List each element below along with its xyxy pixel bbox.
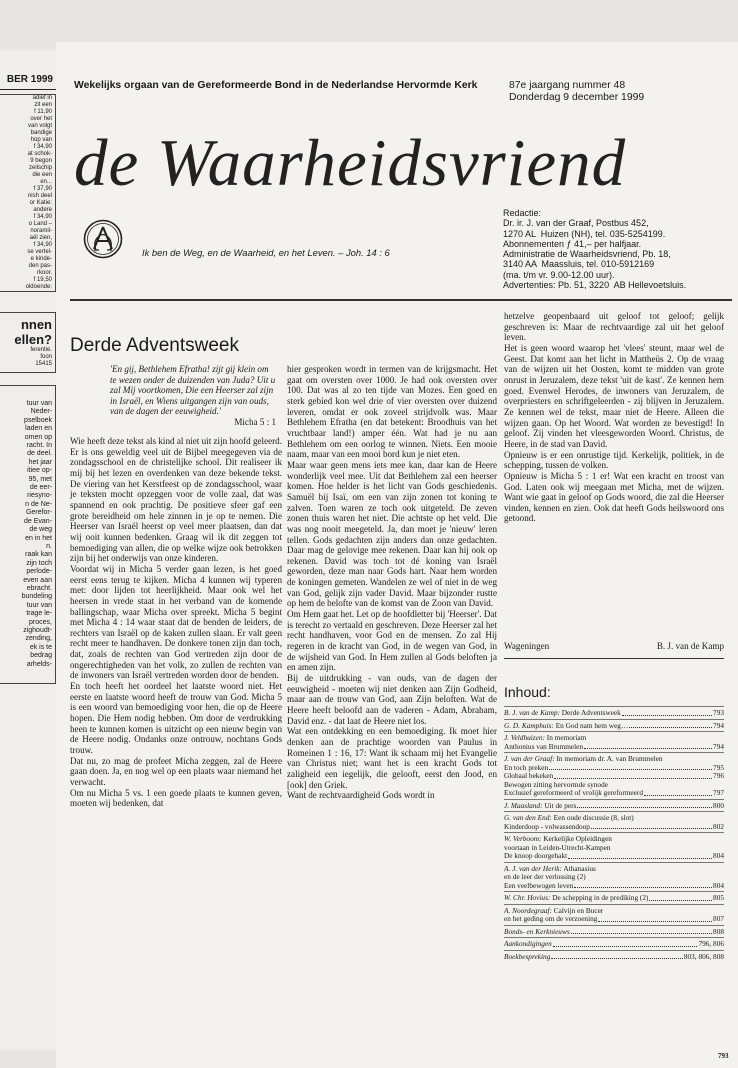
toc-line-text bbox=[504, 781, 608, 790]
article-column-3 bbox=[504, 311, 724, 524]
previous-page-line: 15415 bbox=[35, 361, 52, 367]
toc-line-text bbox=[504, 743, 583, 752]
toc-line bbox=[504, 907, 724, 916]
toc-leader-dots bbox=[571, 928, 712, 935]
previous-page-line: proces, bbox=[29, 618, 52, 626]
article-paragraph: Maar waar geen mens iets mee kan, daar kan de Heere wonderlijk veel mee. Uit dat Bethlehem zal een heerser komen. Hoe helder is het licht van Gods geschiedenis. Samuël bij Isaï, om een van zijn zonen tot koning te zalven. Toen waren ze toch ook uitgeteld. De zeven zonen thuis waren het niet. Die achtste op het veld. Die was nog nooit meegeteld. Ja, dan moet je 'nieuw' leren tellen. Gods gedachten zijn anders dan onze gedachten. Daar mag de gelovige mee rekenen. Daar kan hij ook op rekenen. David was toch tot dé koning van Israël geworden, deze man naar Gods hart. Naar hem worden de koningen gemeten. Wandelen ze wel of niet in de weg van God, gelijk zijn vader David. Maar bijzonder rustte op hem de belofte van de komst van de Zoon van David. bbox=[287, 459, 497, 609]
previous-page-line: het jaar bbox=[28, 458, 52, 466]
toc-title: Een veelbewogen leven bbox=[504, 881, 574, 890]
toc-page-number: 807 bbox=[713, 914, 724, 923]
toc-line-text bbox=[504, 755, 663, 764]
toc-line bbox=[504, 915, 724, 924]
toc-title: Anthonius van Brummelen bbox=[504, 742, 584, 751]
toc-heading: Inhoud: bbox=[504, 684, 551, 700]
toc-line bbox=[504, 772, 724, 781]
toc-author: G. D. Kamphuis: bbox=[504, 721, 554, 730]
toc-line bbox=[504, 755, 724, 764]
previous-page-advert-text bbox=[0, 385, 56, 684]
toc-line bbox=[504, 953, 724, 962]
toc-page-number: 796 bbox=[713, 771, 724, 780]
toc-author: W. Chr. Hovius: bbox=[504, 894, 551, 902]
toc-leader-dots bbox=[549, 764, 712, 771]
previous-page-line: laden en bbox=[25, 425, 52, 433]
article-paragraph: Bij de uitdrukking - van ouds, van de dagen der eeuwigheid - moeten wij niet denken aan Zijn Godheid, maar aan de trouw van God, aan Zijn beloften. Wat de Heere heeft beloofd aan de vaderen - Adam, Abraham, David enz. - dat laat de Heere niet los. bbox=[287, 673, 497, 726]
article-paragraph: Opnieuw is Micha 5 : 1 er! Wat een kracht en troost van God. Laten ook wij meegaan met Micha, met de wijzen. Want wie gaat in geloof op Gods woord, die zal die Heerser vinden, kennen en zien. Ook dat heeft Gods heilswoord ons getoond. bbox=[504, 470, 724, 524]
previous-page-line: omen op bbox=[24, 433, 52, 441]
toc-line bbox=[504, 873, 724, 882]
previous-page-line: trage le- bbox=[26, 610, 52, 618]
toc-entry bbox=[504, 832, 724, 862]
previous-page-line: rkoor. bbox=[36, 270, 52, 276]
previous-page-line: at schok- bbox=[27, 151, 52, 157]
toc-title: Bonds- en Kerknieuws bbox=[504, 927, 570, 936]
toc-line-text bbox=[504, 852, 567, 861]
newspaper-page bbox=[56, 42, 738, 1068]
toc-page-number: 795 bbox=[713, 762, 724, 772]
toc-line bbox=[504, 835, 724, 844]
toc-leader-dots bbox=[622, 709, 712, 716]
previous-page-line: aël zien, bbox=[29, 235, 52, 241]
previous-page-line: o Land – bbox=[28, 221, 52, 227]
previous-page-line: zeilschip bbox=[28, 165, 52, 171]
toc-line bbox=[504, 743, 724, 752]
previous-page-line: racht. In bbox=[26, 442, 52, 450]
previous-page-line: n de Ne- bbox=[25, 500, 52, 508]
toc-line bbox=[504, 764, 724, 773]
previous-page-line: bandige bbox=[30, 130, 52, 136]
previous-page-line: de weg bbox=[29, 526, 52, 534]
previous-page-line: oldoende: bbox=[25, 284, 52, 290]
toc-title: Calvijn en Bucer bbox=[553, 906, 604, 915]
previous-page-line: zending, bbox=[25, 635, 52, 643]
toc-entry bbox=[504, 706, 724, 719]
toc-title: En toch preken bbox=[504, 763, 549, 772]
toc-line-text bbox=[504, 734, 586, 743]
toc-leader-dots bbox=[568, 852, 712, 859]
toc-line-text bbox=[504, 907, 603, 916]
toc-entry bbox=[504, 950, 724, 963]
toc-title: voortaan in Leiden-Utrecht-Kampen bbox=[504, 843, 611, 852]
article-paragraph: Om nu Micha 5 vs. 1 een goede plaats te kunnen geven, moeten wij bedenken, dat bbox=[70, 787, 282, 809]
previous-page-line: de deel. bbox=[27, 450, 52, 458]
toc-leader-dots bbox=[598, 915, 712, 922]
toc-title: Een oude discussie (8, slot) bbox=[553, 814, 634, 822]
page-number: 793 bbox=[718, 1052, 729, 1060]
toc-author: G. van den End: bbox=[504, 814, 552, 822]
toc-line-text bbox=[504, 882, 573, 891]
previous-page-line: n. bbox=[46, 542, 52, 550]
toc-page-number: 793 bbox=[713, 708, 724, 717]
toc-title: Bewogen zitting hervormde synode bbox=[504, 780, 608, 789]
toc-page-number: 808 bbox=[713, 926, 724, 936]
toc-leader-dots bbox=[649, 894, 712, 901]
toc-entry bbox=[504, 862, 724, 892]
masthead-issue bbox=[509, 80, 644, 104]
toc-author: J. Maasland: bbox=[504, 801, 543, 810]
previous-page-line: riesyno- bbox=[27, 492, 52, 500]
toc-leader-dots bbox=[584, 743, 712, 750]
previous-page-line: zijn toch bbox=[26, 559, 52, 567]
toc-leader-dots bbox=[629, 722, 712, 729]
article-column-2 bbox=[287, 364, 497, 801]
toc-line bbox=[504, 709, 724, 718]
toc-author: B. J. van de Kamp: bbox=[504, 709, 560, 717]
previous-page-line: ebracht. bbox=[26, 584, 52, 592]
toc-line bbox=[504, 722, 724, 731]
article-quote bbox=[110, 364, 276, 428]
toc-line bbox=[504, 865, 724, 874]
previous-page-line: de eer- bbox=[29, 484, 52, 492]
toc-title: In memoriam bbox=[546, 734, 587, 742]
previous-page-line: de Evan- bbox=[23, 517, 52, 525]
previous-page-line: en in het bbox=[25, 534, 52, 542]
previous-page-line: or Katie: bbox=[29, 200, 52, 206]
toc-author: J. van der Graaf: bbox=[504, 755, 555, 763]
previous-page-line: over het bbox=[30, 116, 52, 122]
article-paragraph: Wie heeft deze tekst als kind al niet uit zijn hoofd geleerd. Er is ons geweldig veel uit de Bijbel meegegeven via de zondagsschool en de christelijke school. Dit realiseer ik mij bij het lezen en overdenken van deze bekende tekst. De viering van het Kerstfeest op de zondagsschool, waar je teksten mocht opzeggen voor de volle zaal, dat was spannend en ook prachtig. De positieve sfeer gaf een grote bereidheid om hele zinnen in je op te nemen. Die Heerser van Israël heerst op veel meer plaatsen, dan dat wij ooit kunnen bedenken. Graag wil ik dit zeggen tot bemoediging van allen, die op welke wijze ook betrokken zijn bij het onderwijs van onze kinderen. bbox=[70, 436, 282, 564]
previous-page-line: raak kan bbox=[25, 551, 52, 559]
previous-page-advert-box bbox=[0, 312, 56, 373]
toc-line-text bbox=[504, 928, 570, 937]
toc-line-text bbox=[504, 802, 576, 811]
previous-page-line: ek is te bbox=[29, 643, 52, 651]
toc-title: In memoriam dr. A. van Brummelen bbox=[556, 755, 663, 763]
toc-leader-dots bbox=[574, 882, 712, 889]
toc-leader-dots bbox=[551, 953, 683, 960]
toc-line-text bbox=[504, 722, 628, 731]
masthead-subtitle: Wekelijks orgaan van de Gereformeerde Bond in de Nederlandse Hervormde Kerk bbox=[74, 80, 478, 91]
toc-author: A. Noordegraaf: bbox=[504, 906, 552, 915]
toc-entry bbox=[504, 937, 724, 950]
previous-page-line: e kinde- bbox=[30, 256, 52, 262]
article-paragraph: Het is geen woord waarop het 'vlees' steunt, maar wel de Geest. Dat komt aan het licht in Mattheüs 2. Op de vraag van de wijzen uit het Oosten, komt te midden van grote onrust in Jeruzalem, deze tekst 'uit de kast'. Ze kennen hem goed. Evenwel Herodes, de inwoners van Jeruzalem, de overpriesters en schriftgeleerden - zij blijven in Jeruzalem. Ze kennen wel de tekst, maar niet de Heere. Alleen die wijzen gaan. Op het Woord. Wat worden ze bevestigd! In geloof. Zij vinden het vleesgeworden Woord. Christus, de Heere, in de stad van David. bbox=[504, 342, 724, 449]
advert-heading-2: ellen? bbox=[14, 332, 52, 347]
toc-line-text bbox=[504, 940, 552, 949]
toc-title: Boekbespreking bbox=[504, 952, 551, 961]
previous-page-line: f 37,90 bbox=[33, 186, 52, 192]
previous-page-header: BER 1999 bbox=[6, 74, 53, 85]
toc-line bbox=[504, 940, 724, 949]
toc-title: Globaal bekeken bbox=[504, 772, 554, 780]
previous-page-line: nish deel bbox=[27, 193, 52, 199]
previous-page-line: Neder- bbox=[30, 408, 52, 416]
toc-title: en de leer der verlossing (2) bbox=[504, 873, 586, 881]
toc-page-number: 804 bbox=[713, 880, 724, 890]
previous-page-book-list bbox=[0, 94, 56, 292]
previous-page-line: foon bbox=[40, 354, 52, 360]
toc-line bbox=[504, 823, 724, 832]
quote-text: 'En gij, Bethlehem Efratha! zijt gij klein om te wezen onder de duizenden van Juda? Uit u zal Mij voortkomen, Die een Heerser zal zijn in Israël, en Wiens uitgangen zijn van ouds, van de dagen der eeuwigheid.' bbox=[110, 364, 276, 417]
toc-entry bbox=[504, 799, 724, 812]
toc-title: Athanasius bbox=[563, 864, 596, 873]
toc-page-number: 803, 806, 808 bbox=[683, 951, 724, 961]
previous-page-line: pselboek bbox=[23, 416, 52, 424]
toc-title: De knoop doorgehakt bbox=[504, 852, 568, 860]
toc-line-text bbox=[504, 814, 634, 823]
article-author: B. J. van de Kamp bbox=[656, 641, 724, 651]
divider bbox=[0, 89, 56, 90]
previous-page-line: perlode- bbox=[26, 568, 52, 576]
alpha-omega-logo-icon bbox=[83, 219, 123, 259]
toc-entry bbox=[504, 752, 724, 799]
toc-line-text bbox=[504, 915, 597, 924]
toc-title: Exclusief gereformeerd of vrolijk gereformeerd bbox=[504, 789, 643, 797]
previous-page-strip bbox=[0, 50, 57, 1050]
article-paragraph: Voordat wij in Micha 5 verder gaan lezen, is het goed eerst eens terug te kijken. Micha 4 kunnen wij typeren met: door lijden tot heerlijkheid. Maar ook wel het heersen in vrede staat in het verband van de komende ballingschap, waar Micha over spreekt. Micha 5 begint met Micha 4 : 14 waar staat dat de benden de leiders, de rechters van Israël op de kaken zullen slaan. Er valt geen recht meer te handhaven. De donkere tonen zijn dan toch, dat, zoals de rechten van God vertreden zijn door de ongerechtigheden van het volk, zo zullen de rechten van de inwoners van Israël vertreden worden door de benden. bbox=[70, 563, 282, 681]
toc-leader-dots bbox=[591, 823, 712, 830]
article-signature bbox=[504, 641, 724, 651]
previous-page-line: noramil- bbox=[30, 228, 52, 234]
toc-author: A. J. van der Herik: bbox=[504, 864, 562, 873]
article-paragraph: hetzelve geopenbaard uit geloof tot geloof; gelijk geschreven is: Maar de rechtvaardige zal uit het geloof leven. bbox=[504, 311, 724, 343]
toc-line bbox=[504, 734, 724, 743]
toc-entry bbox=[504, 719, 724, 732]
toc-line-text bbox=[504, 844, 611, 853]
toc-title: Kerkelijke Opleidingen bbox=[543, 835, 612, 843]
toc-title: en het geding om de verzoening bbox=[504, 915, 598, 923]
toc-page-number: 800 bbox=[713, 800, 724, 810]
masthead-rule bbox=[70, 299, 732, 301]
toc-page-number: 804 bbox=[713, 851, 724, 860]
masthead-date: Donderdag 9 december 1999 bbox=[509, 92, 645, 103]
previous-page-line: adief in bbox=[32, 95, 52, 101]
previous-page-line: en... bbox=[40, 179, 52, 185]
toc-line-text bbox=[504, 835, 612, 844]
previous-page-line: 9 begon bbox=[30, 158, 52, 164]
previous-page-line: bundeling bbox=[21, 593, 52, 601]
previous-page-line: f 34,90 bbox=[33, 144, 52, 150]
divider bbox=[504, 658, 724, 659]
previous-page-line: Gerefor- bbox=[25, 509, 52, 517]
toc-entry bbox=[504, 925, 724, 938]
toc-title: En God nam hem weg… bbox=[555, 721, 629, 730]
toc-entry bbox=[504, 811, 724, 832]
toc-author: J. Veldhuizen: bbox=[504, 734, 545, 742]
previous-page-line: se vertel- bbox=[27, 249, 52, 255]
toc-line bbox=[504, 789, 724, 798]
article-paragraph: Opnieuw is er een onrustige tijd. Kerkelijk, politiek, in de schepping, tussen de volken. bbox=[504, 449, 724, 471]
toc-page-number: 794 bbox=[713, 720, 724, 730]
toc-page-number: 796, 806 bbox=[698, 939, 724, 948]
toc-line bbox=[504, 852, 724, 861]
previous-page-line: 95, met bbox=[28, 475, 52, 483]
masthead-motto: Ik ben de Weg, en de Waarheid, en het Leven. – Joh. 14 : 6 bbox=[142, 247, 390, 258]
previous-page-line: andere bbox=[33, 207, 52, 213]
article-place: Wageningen bbox=[504, 641, 550, 651]
article-heading: Derde Adventsweek bbox=[70, 335, 239, 356]
article-paragraph: Wat een ontdekking en een bemoediging. Ik moet hier denken aan de prachtige woorden van Paulus in Romeinen 1 : 16, 17: Want ik schaam mij het Evangelie van Christus niet; want het is een kracht Gods tot zaligheid een iegelijk, die gelooft, eerst den Jood, en [ook] den Griek. bbox=[287, 726, 497, 790]
previous-page-line: tuur van bbox=[26, 400, 52, 407]
toc-page-number: 802 bbox=[713, 821, 724, 831]
advert-heading-1: nnen bbox=[20, 317, 52, 332]
toc-leader-dots bbox=[553, 940, 698, 947]
toc-page-number: 797 bbox=[713, 788, 724, 797]
toc-line bbox=[504, 802, 724, 811]
toc-line-text bbox=[504, 772, 553, 781]
quote-reference: Micha 5 : 1 bbox=[234, 416, 276, 427]
previous-page-line: f 34,90 bbox=[33, 242, 52, 248]
toc-author: W. Verboom: bbox=[504, 835, 542, 843]
article-column-1 bbox=[70, 436, 282, 809]
toc-title: Aankondigingen bbox=[504, 940, 552, 948]
toc-title: Derde Adventsweek bbox=[561, 709, 621, 717]
previous-page-line: itiee op- bbox=[27, 467, 52, 475]
previous-page-line: hop van bbox=[30, 137, 52, 143]
toc-title: De schepping in de prediking (2) bbox=[552, 894, 649, 902]
toc-entry bbox=[504, 891, 724, 904]
toc-line-text bbox=[504, 953, 550, 962]
editorial-info: Redactie: Dr. ir. J. van der Graaf, Postbus 452, 1270 AL Huizen (NH), tel. 035-5254199. Abonnementen ƒ 41,– per halfjaar. Administratie de Waarheidsvriend, Pb. 18, 3140 AA Maassluis, tel. 010-5912169 (ma. t/m vr. 9.00-12.00 uur). Advertenties: Pb. 51, 3220 AB Hellevoetsluis. bbox=[503, 208, 687, 291]
previous-page-line: van volgt bbox=[27, 123, 52, 129]
toc-line-text bbox=[504, 865, 596, 874]
masthead-volume: 87e jaargang nummer 48 bbox=[509, 80, 626, 91]
article-paragraph: Want de rechtvaardigheid Gods wordt in bbox=[287, 790, 435, 801]
toc-line bbox=[504, 882, 724, 891]
toc-line bbox=[504, 781, 724, 790]
toc-leader-dots bbox=[554, 772, 712, 779]
article-paragraph: Dat nu, zo mag de profeet Micha zeggen, zal de Heere gaan doen. Ja, en nog wel op een plaats waar niemand het verwacht. bbox=[70, 755, 282, 787]
toc-line-text bbox=[504, 764, 548, 773]
article-paragraph: En toch heeft het oordeel het laatste woord niet. Het eerste en laatste woord heeft de trouw van God. Micha 5 is een woord van bemoediging voor hen, die op de Heere hopen. Die Hem nodig hebben. Om door de verdrukking heen te kunnen komen is uitzicht op een nieuw begin van de Heere nodig. Ondanks onze ontrouw, nochtans Gods trouw. bbox=[70, 681, 282, 756]
toc-line-text bbox=[504, 789, 643, 798]
article-paragraph: Om Hem gaat het. Let op de hoofdletter bij 'Heerser'. Dat is terecht zo vertaald en geschreven. Deze Heerser zal het recht handhaven, voor God en de mensen. Zo zal Hij regeren in de kracht van God, in de wegen van God, in de wijsheid van God. In Hem zullen al Gods beloften ja en amen zijn. bbox=[287, 609, 497, 673]
previous-page-line: arhelds- bbox=[26, 660, 52, 668]
toc-line-text bbox=[504, 873, 586, 882]
table-of-contents bbox=[504, 706, 724, 962]
previous-page-line: zit een bbox=[34, 102, 52, 108]
previous-page-line: ferentie. bbox=[30, 347, 52, 353]
newspaper-title: de Waarheidsvriend bbox=[74, 126, 627, 200]
previous-page-line: tuur van bbox=[26, 601, 52, 609]
toc-title: Uit de pers bbox=[544, 801, 577, 810]
toc-line bbox=[504, 928, 724, 937]
previous-page-line: f 11,90 bbox=[34, 109, 52, 115]
toc-line bbox=[504, 844, 724, 853]
toc-leader-dots bbox=[577, 802, 712, 809]
toc-line-text bbox=[504, 823, 590, 832]
previous-page-line: die een bbox=[32, 172, 52, 178]
toc-entry bbox=[504, 904, 724, 925]
toc-line bbox=[504, 814, 724, 823]
toc-page-number: 805 bbox=[713, 893, 724, 902]
previous-page-line: f 19,50 bbox=[33, 277, 52, 283]
toc-leader-dots bbox=[644, 789, 712, 796]
toc-entry bbox=[504, 731, 724, 752]
previous-page-line: den pas- bbox=[28, 263, 52, 269]
article-paragraph: hier gesproken wordt in termen van de krijgsmacht. Het gaat om oversten over 1000. Je had ook oversten over 100. Dat was al zo ten tijde van Mozes. Een goed en sterk gebied kon wel drie of vier oversten over duizend leveren, omdat er ook zoveel strijdvolk was. Maar Bethlehem Efratha (en dat betekent: Broodhuis van het vruchtbaar land!) amper één. Wat had je nu aan Bethlehem om een oorlog te winnen. Niets. Een mooie naam, maar van een mooi bord kun je niet eten. bbox=[287, 364, 497, 460]
previous-page-line: zighoudt- bbox=[23, 626, 52, 634]
toc-line-text bbox=[504, 709, 621, 718]
toc-line bbox=[504, 894, 724, 903]
previous-page-line: f 34,90 bbox=[33, 214, 52, 220]
toc-line-text bbox=[504, 894, 648, 903]
toc-page-number: 794 bbox=[713, 741, 724, 751]
previous-page-line: even aan bbox=[23, 576, 52, 584]
toc-title: Kinderdoop - volwassendoop bbox=[504, 822, 590, 831]
previous-page-line: bedrag bbox=[30, 652, 52, 660]
